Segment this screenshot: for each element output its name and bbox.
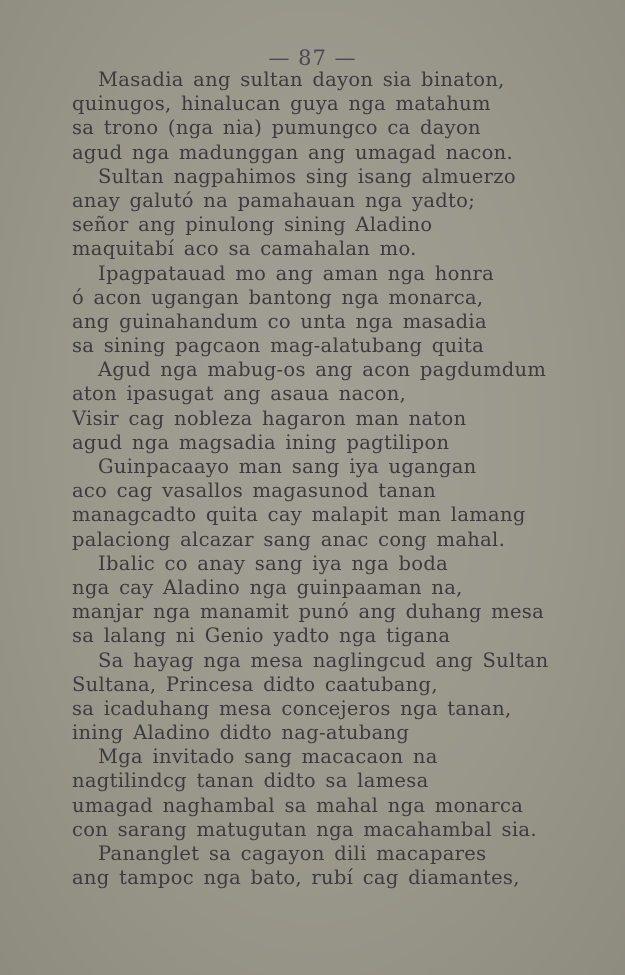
text-line: Visir cag nobleza hagaron man naton (72, 406, 467, 430)
text-line: Sultana, Princesa didto caatubang, (72, 672, 438, 696)
text-line: umagad naghambal sa mahal nga monarca (72, 793, 524, 817)
text-line: Pananglet sa cagayon dili macapares (98, 842, 487, 865)
text-line: ining Aladino didto nag-atubang (72, 721, 410, 745)
text-line: managcadto quita cay malapit man lamang (72, 503, 526, 527)
text-line: Sultan nagpahimos sing isang almuerzo (98, 164, 516, 188)
text-line: anay galutó na pamahauan nga yadto; (72, 188, 476, 212)
text-line: manjar nga manamit punó ang duhang mesa (72, 600, 545, 624)
text-line: nga cay Aladino nga guinpaaman na, (72, 575, 463, 599)
text-line: sa sining pagcaon mag-alatubang quita (72, 334, 485, 358)
text-line: aco cag vasallos magasunod tanan (72, 479, 436, 503)
text-line: Ibalic co anay sang iya nga boda (98, 551, 449, 575)
poem-text-block (72, 68, 567, 890)
text-line: Sa hayag nga mesa naglingcud ang Sultan (98, 648, 549, 672)
text-line: Mga invitado sang macacaon na (98, 745, 438, 769)
text-line: sa trono (nga nia) pumungco ca dayon (72, 116, 481, 140)
text-line: palaciong alcazar sang anac cong mahal. (72, 527, 506, 551)
text-line: ó acon ugangan bantong nga monarca, (72, 285, 484, 309)
text-line: Ipagpatauad mo ang aman nga honra (98, 261, 495, 285)
text-line: sa icaduhang mesa concejeros nga tanan, (72, 696, 512, 720)
text-line: nagtilindcg tanan didto sa lamesa (72, 769, 429, 793)
page-number: — 87 — (268, 46, 357, 70)
text-line: quinugos, hinalucan guya nga matahum (72, 92, 491, 116)
text-line: agud nga magsadia ining pagtilipon (72, 430, 450, 454)
text-line: señor ang pinulong sining Aladino (72, 213, 433, 237)
text-line: ang guinahandum co unta nga masadia (72, 309, 487, 333)
text-line: con sarang matugutan nga macahambal sia. (72, 817, 537, 841)
text-line: Guinpacaayo man sang iya ugangan (98, 455, 477, 478)
text-line: sa lalang ni Genio yadto nga tigana (72, 624, 451, 648)
text-line: ang tampoc nga bato, rubí cag diamantes, (72, 866, 520, 890)
text-line: agud nga madunggan ang umagad nacon. (72, 140, 514, 164)
text-line: Masadia ang sultan dayon sia binaton, (98, 68, 505, 91)
text-line: maquitabí aco sa camahalan mo. (72, 237, 417, 261)
text-line: aton ipasugat ang asaua nacon, (72, 382, 407, 406)
text-line: Agud nga mabug-os ang acon pagdumdum (98, 358, 547, 382)
